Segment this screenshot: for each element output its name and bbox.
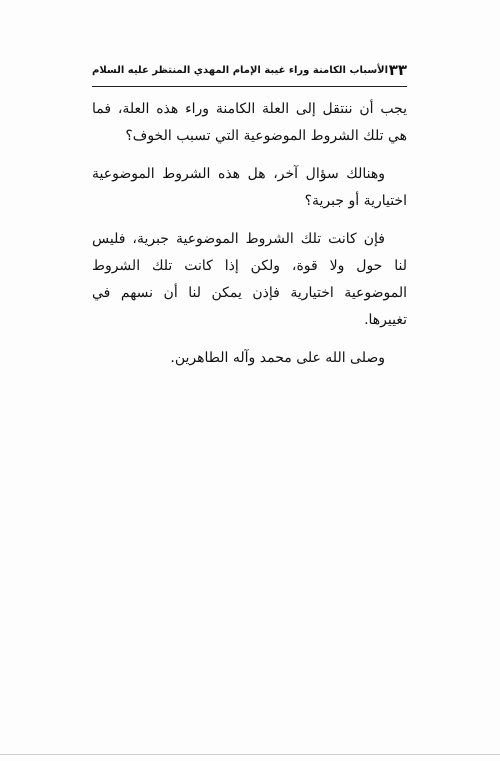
paragraph: وهنالك سؤال آخر، هل هذه الشروط الموضوعية اختيارية أو جبرية؟ — [92, 166, 407, 209]
paragraph: يجب أن ننتقل إلى العلة الكامنة وراء هذه العلة، فما هي تلك الشروط الموضوعية التي تسبب الخوف؟ — [92, 101, 407, 144]
closing-paragraph: وصلى الله على محمد وآله الطاهرين. — [170, 350, 385, 366]
page-body — [92, 96, 407, 383]
page-number: ٣٣ — [388, 61, 407, 79]
page-bottom-edge — [0, 754, 500, 755]
header-divider — [92, 86, 407, 87]
running-title: الأسباب الكامنة وراء غيبة الإمام المهدي المنتظر عليه السلام — [92, 64, 389, 76]
page-header — [92, 60, 407, 80]
paragraph: فإن كانت تلك الشروط الموضوعية جبرية، فليس لنا حول ولا قوة، ولكن إذا كانت تلك الشروط الموضوعية اختيارية فإذن يمكن لنا أن نسهم في تغييرها. — [92, 231, 407, 328]
